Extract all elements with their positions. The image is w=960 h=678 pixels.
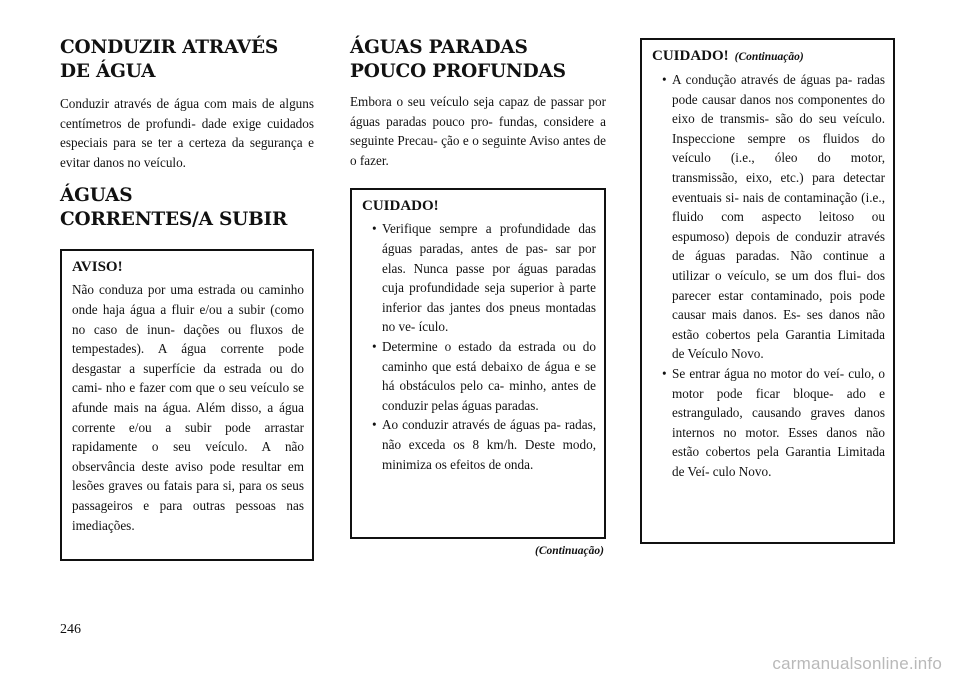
section-heading-aguas-correntes: ÁGUAS CORRENTES/A SUBIR <box>60 185 288 231</box>
column-left <box>60 36 314 561</box>
bullet-icon: • <box>372 338 377 354</box>
caution-title: CUIDADO! <box>362 198 439 215</box>
caution-box <box>350 188 606 539</box>
caution-box-continued <box>640 38 895 544</box>
watermark: carmanualsonline.info <box>772 654 942 673</box>
list-item: • A condução através de águas pa- radas pode causar danos nos componentes do eixo de transmis- são do seu veículo. Inspeccione sempre os fluidos do veículo (i.e., óleo do motor, transmissão, eixo, etc.) para detectar eventuais si- nais de contaminação (i.e., fluido com aspecto leitoso ou espumoso) depois de conduzir através de águas paradas. Não continue a utilizar o veículo, se um dos flui- dos parecer estar contaminado, pois pode causar mais danos. Es- ses danos não estão cobertos pela Garantia Limitada de Veículo Novo. <box>662 72 885 362</box>
section-heading-conduzir-agua: CONDUZIR ATRAVÉS DE ÁGUA <box>60 37 279 82</box>
caution-list <box>362 219 596 474</box>
page-number: 246 <box>60 622 81 637</box>
bullet-icon: • <box>662 72 667 87</box>
continued-label: (Continuação) <box>734 51 804 63</box>
bullet-icon: • <box>372 417 377 433</box>
caution-list <box>652 70 885 481</box>
section-heading-aguas-paradas: ÁGUAS PARADAS POUCO PROFUNDAS <box>350 37 566 82</box>
intro-paragraph: Conduzir através de água com mais de alguns centímetros de profundi- dade exige cuidados especiais para se ter a certeza da segurança e evitar danos no veículo. <box>60 96 314 170</box>
caution-title-continued: CUIDADO! (Continuação) <box>652 48 804 64</box>
continued-label: (Continuação) <box>534 545 604 558</box>
column-middle <box>350 36 606 557</box>
aguas-paradas-paragraph: Embora o seu veículo seja capaz de passar por águas paradas pouco pro- fundas, considere a seguinte Precau- ção e o seguinte Aviso antes de o fazer. <box>350 94 606 168</box>
bullet-icon: • <box>662 365 667 381</box>
list-item: • Se entrar água no motor do veí- culo, o motor pode ficar bloque- ado e estrangulado, causando graves danos internos no motor. Esses danos não estão cobertos pela Garantia Limitada de Veí- culo Novo. <box>662 365 885 479</box>
bullet-icon: • <box>372 221 377 237</box>
list-item: • Ao conduzir através de águas pa- radas, não exceda os 8 km/h. Deste modo, minimiza os efeitos de onda. <box>372 417 596 472</box>
warning-text: Não conduza por uma estrada ou caminho onde haja água a fluir e/ou a subir (como no caso de inun- dações ou fluxos de tempestades). A água corrente pode desgastar a superfície da estrada ou do cami- nho e fazer com que o seu veículo se afunde mais na água. Além disso, a água corrente e/ou a subir pode arrastar rapidamente o seu veículo. A não observância deste aviso pode resultar em lesões graves ou fatais para si, para os seus passageiros e para outras pessoas nas imediações. <box>72 282 304 533</box>
list-item: • Verifique sempre a profundidade das águas paradas, antes de pas- sar por elas. Nunca passe por águas paradas cuja profundidade seja superior à parte inferior das jantes dos pneus montadas no ve- ículo. <box>372 221 596 335</box>
list-item: • Determine o estado da estrada ou do caminho que está debaixo de água e se há obstáculos pelo ca- minho, antes de conduzir pelas águas paradas. <box>372 338 596 413</box>
warning-title: AVISO! <box>72 259 123 276</box>
column-right <box>640 38 895 544</box>
warning-box <box>60 249 314 561</box>
